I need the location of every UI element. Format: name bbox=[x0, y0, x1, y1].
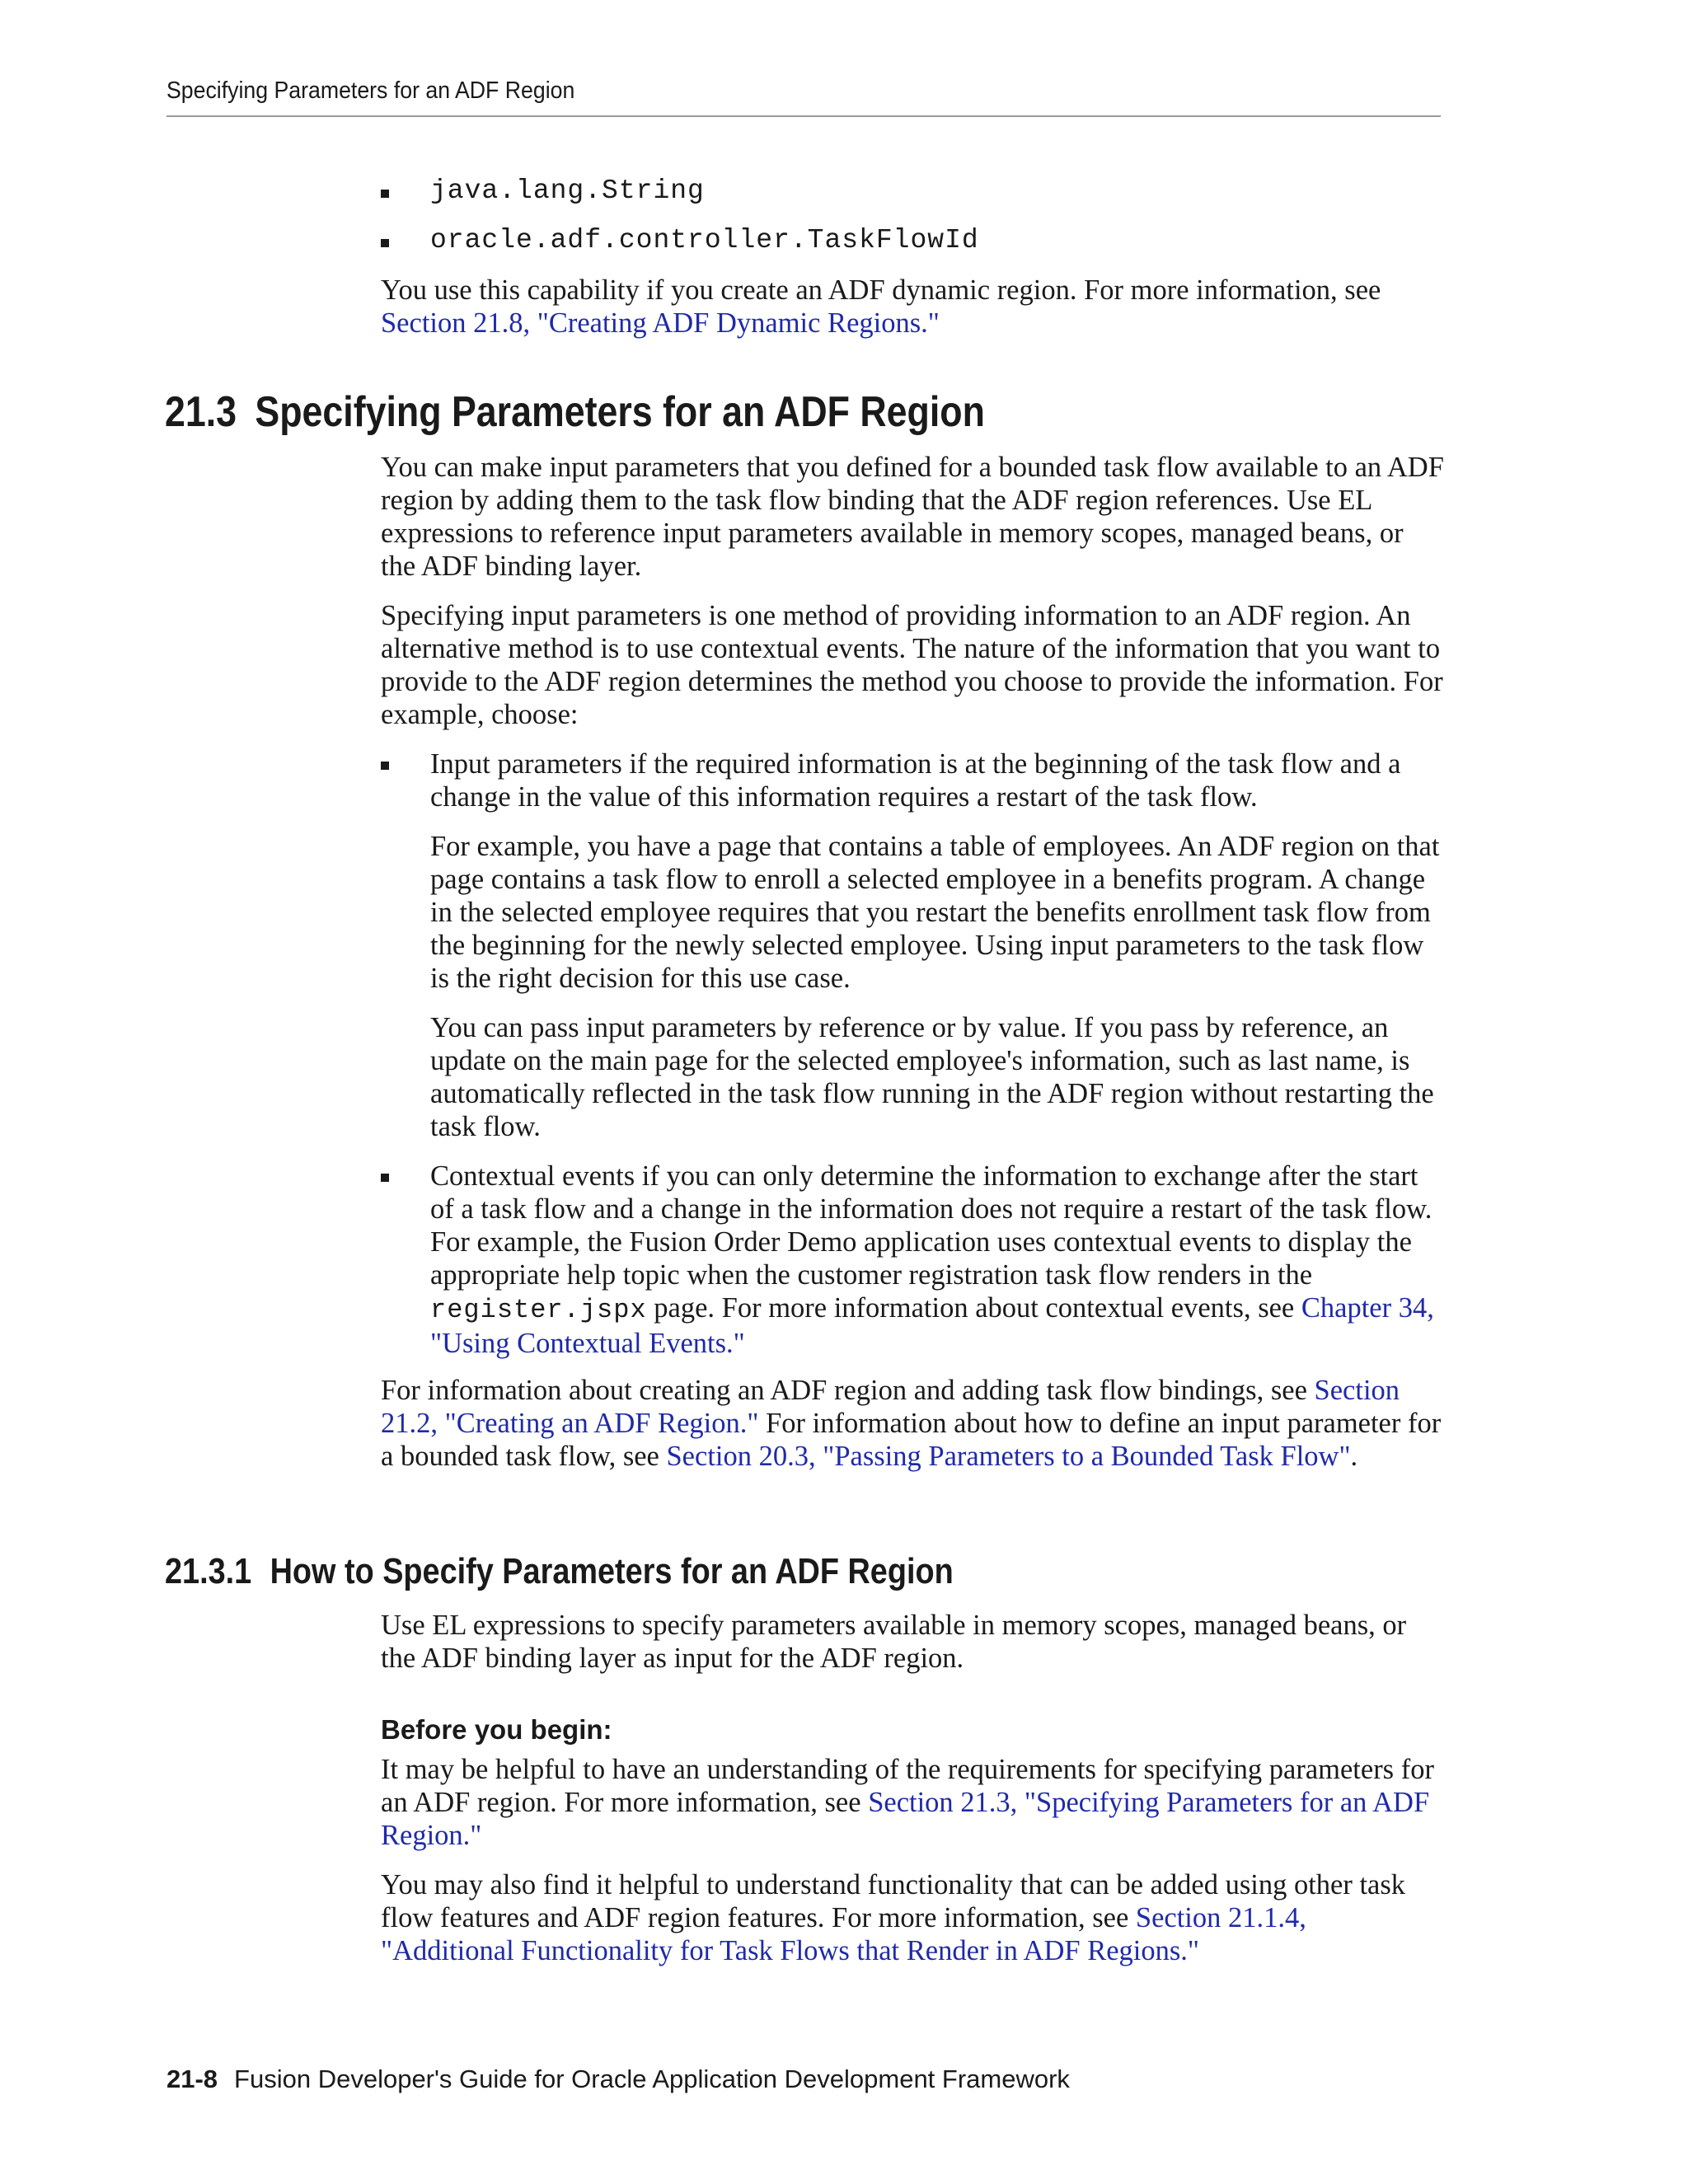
subsection-paragraph-3 bbox=[381, 1868, 1444, 1967]
subsection-paragraph-2 bbox=[381, 1753, 1444, 1852]
bullet-text bbox=[430, 1160, 1444, 1360]
paragraph-text: Use EL expressions to specify parameters available in memory scopes, managed beans, or the ADF binding layer as input for the ADF region. bbox=[381, 1610, 1407, 1674]
intro-paragraph bbox=[381, 274, 1444, 340]
link-chapter-34[interactable]: Chapter 34, "Using Contextual Events." bbox=[430, 1292, 1434, 1359]
page-footer bbox=[166, 2064, 1070, 2094]
paragraph-text-part: You may also find it helpful to understand functionality that can be added using other task flow features and ADF region features. For more information, see bbox=[381, 1869, 1406, 1933]
section-paragraph-1 bbox=[381, 451, 1444, 583]
code-bullet-text: java.lang.String bbox=[430, 176, 705, 206]
running-header: Specifying Parameters for an ADF Region bbox=[166, 77, 575, 104]
paragraph-text-part: . bbox=[1350, 1441, 1358, 1472]
header-rule bbox=[166, 115, 1441, 117]
book-title: Fusion Developer's Guide for Oracle Application Development Framework bbox=[234, 2064, 1070, 2093]
bullet-icon bbox=[381, 762, 389, 770]
list-item bbox=[381, 224, 1444, 257]
bullet-text-part: Contextual events if you can only determine the information to exchange after the start of a task flow and a change in the information does not require a restart of the task flow. For example, the Fusion Order Demo application uses contextual events to display the appropriate help topic when the customer registration task flow renders in the bbox=[430, 1160, 1432, 1291]
subsection-number: 21.3.1 bbox=[165, 1551, 252, 1591]
paragraph-text: For example, you have a page that contains a table of employees. An ADF region on that page contains a task flow to enroll a selected employee in a benefits program. A change in the selected employee requires that you restart the benefits enrollment task flow from the beginning for the newly selected employee. Using input parameters to the task flow is the right decision for this use case. bbox=[430, 831, 1440, 994]
bullet-subparagraph bbox=[430, 1011, 1444, 1143]
section-heading bbox=[165, 387, 985, 437]
list-item bbox=[381, 748, 1444, 813]
paragraph-text: Specifying input parameters is one method of providing information to an ADF region. An alternative method is to use contextual events. The nature of the information that you want to provide to the ADF region determines the method you choose to provide the information. For example, choose: bbox=[381, 600, 1443, 730]
bullet-icon bbox=[381, 239, 389, 247]
paragraph-text: You can pass input parameters by reference or by value. If you pass by reference, an update on the main page for the selected employee's information, such as last name, is automatically reflected in the task flow running in the ADF region without restarting the task flow. bbox=[430, 1012, 1434, 1142]
section-number: 21.3 bbox=[165, 388, 237, 436]
subsection-paragraph-1 bbox=[381, 1609, 1444, 1675]
subsection-heading bbox=[165, 1551, 954, 1592]
paragraph-text-part: It may be helpful to have an understanding of the requirements for specifying parameters for an ADF region. For more information, see bbox=[381, 1754, 1434, 1818]
code-bullet-text: oracle.adf.controller.TaskFlowId bbox=[430, 225, 979, 255]
bullet-icon bbox=[381, 1174, 389, 1182]
bullet-text: Input parameters if the required information is at the beginning of the task flow and a change in the value of this information requires a restart of the task flow. bbox=[430, 748, 1401, 813]
section-paragraph-3 bbox=[381, 1374, 1444, 1473]
section-title: Specifying Parameters for an ADF Region bbox=[255, 388, 985, 436]
page-number: 21-8 bbox=[166, 2064, 218, 2093]
inline-code: register.jspx bbox=[430, 1295, 647, 1325]
paragraph-text: You can make input parameters that you defined for a bounded task flow available to an ADF region by adding them to the task flow binding that the ADF region references. Use EL expressions to reference input parameters available in memory scopes, managed beans, or the ADF binding layer. bbox=[381, 452, 1444, 582]
list-item bbox=[381, 1160, 1444, 1360]
paragraph-text-part: For information about creating an ADF region and adding task flow bindings, see bbox=[381, 1375, 1315, 1406]
link-section-20-3[interactable]: Section 20.3, "Passing Parameters to a Bounded Task Flow" bbox=[666, 1441, 1351, 1472]
link-section-21-2[interactable]: Section 21.2, "Creating an ADF Region." bbox=[381, 1375, 1400, 1439]
paragraph-text-part: For information about how to define an input parameter for a bounded task flow, see bbox=[381, 1408, 1442, 1472]
link-section-21-3[interactable]: Section 21.3, "Specifying Parameters for an ADF Region." bbox=[381, 1787, 1430, 1851]
before-you-begin-heading: Before you begin: bbox=[381, 1714, 612, 1745]
bullet-icon bbox=[381, 190, 389, 198]
section-paragraph-2 bbox=[381, 599, 1444, 731]
list-item bbox=[381, 175, 1444, 208]
bullet-subparagraph bbox=[430, 830, 1444, 995]
link-section-21-1-4[interactable]: Section 21.1.4, "Additional Functionality for Task Flows that Render in ADF Regions." bbox=[381, 1902, 1306, 1966]
link-section-21-8[interactable]: Section 21.8, "Creating ADF Dynamic Regions." bbox=[381, 307, 940, 339]
intro-text: You use this capability if you create an ADF dynamic region. For more information, see bbox=[381, 274, 1381, 306]
bullet-text-part: page. For more information about contextual events, see bbox=[646, 1292, 1301, 1324]
subsection-title: How to Specify Parameters for an ADF Region bbox=[270, 1551, 954, 1591]
